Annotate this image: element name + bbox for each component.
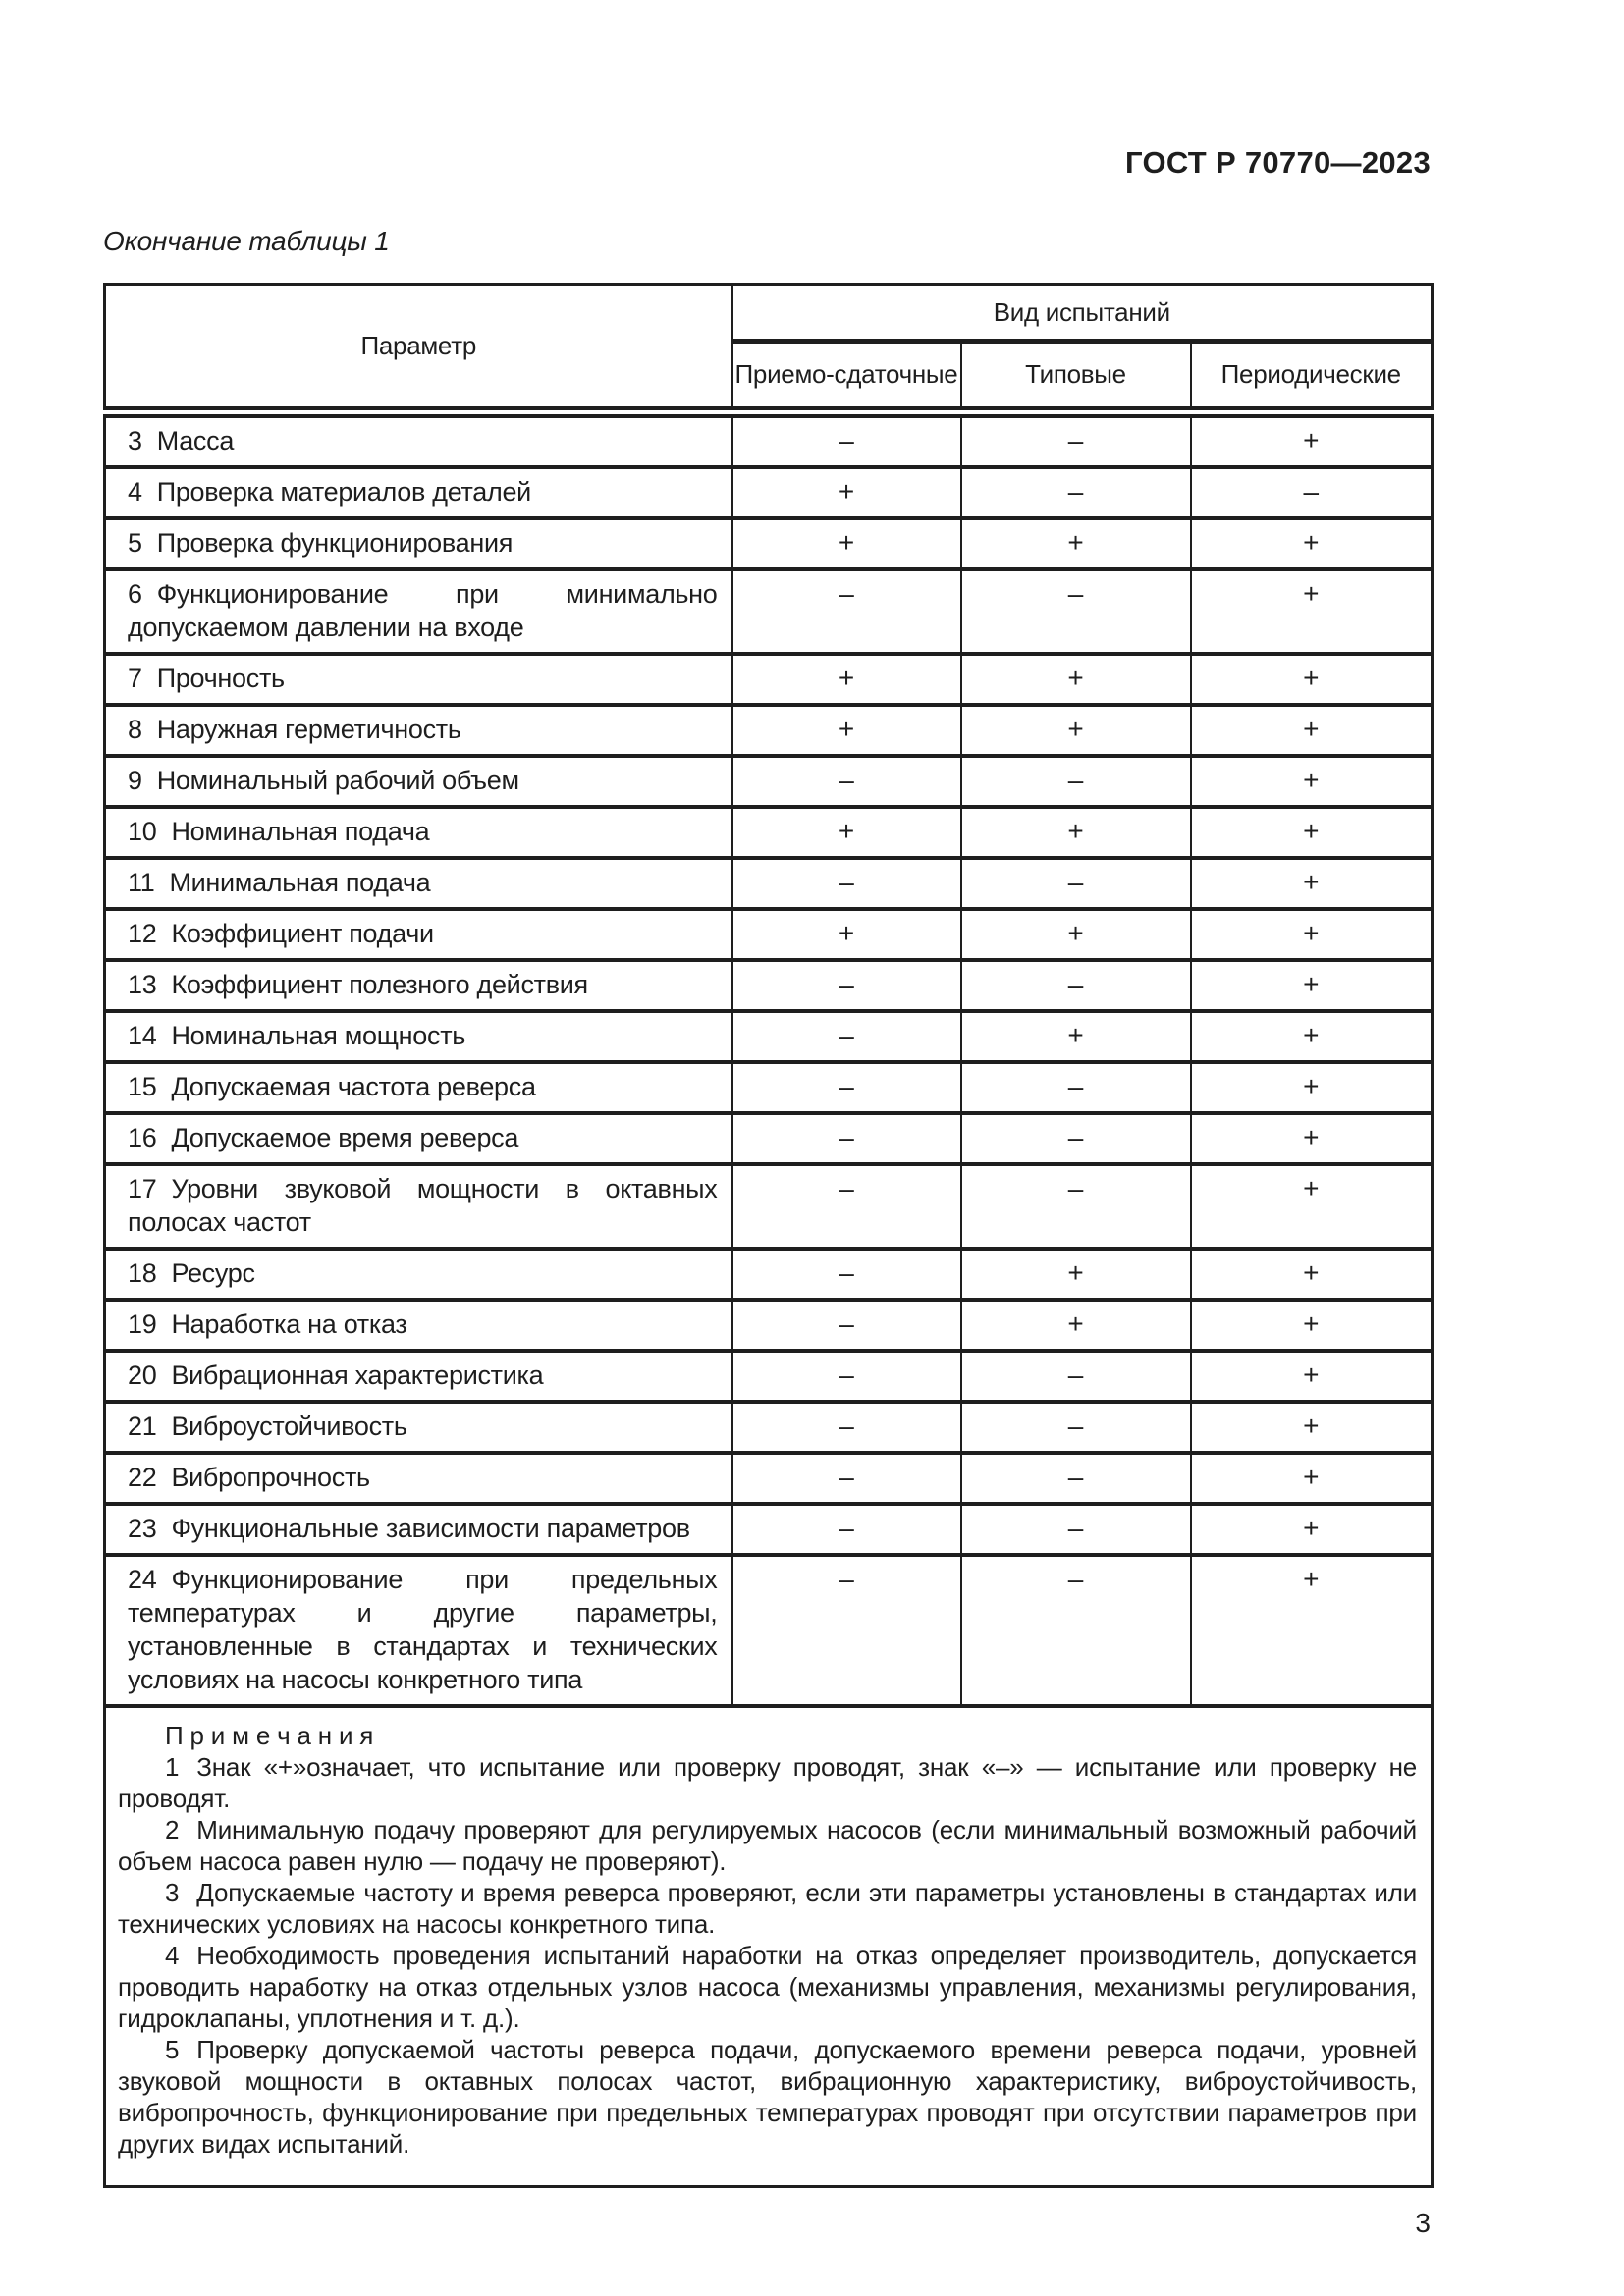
value-cell: – [961,1402,1191,1453]
value-cell: – [961,412,1191,467]
value-cell: + [1191,1062,1433,1113]
row-number: 18 [128,1257,157,1288]
col-header-2: Периодические [1191,342,1433,412]
notes-row [105,1706,1433,2187]
value-cell: + [1191,1351,1433,1402]
row-label: Наружная герметичность [156,714,461,744]
row-label: Минимальная подача [169,867,431,897]
note-item [118,1751,1417,1814]
value-cell: + [961,909,1191,960]
col-header-1: Типовые [961,342,1191,412]
row-number: 11 [128,867,155,897]
value-cell: – [732,1062,961,1113]
param-cell [105,1164,732,1249]
row-number: 19 [128,1308,157,1339]
table-row [105,518,1433,569]
param-cell [105,1351,732,1402]
value-cell: – [732,1011,961,1062]
table-caption: Окончание таблицы 1 [103,226,390,256]
value-cell: – [961,1453,1191,1504]
value-cell: – [732,1249,961,1300]
value-cell: + [1191,1402,1433,1453]
page [103,0,1431,2239]
table-row [105,1300,1433,1351]
value-cell: + [1191,412,1433,467]
row-label: Ресурс [171,1257,255,1288]
param-cell [105,756,732,807]
row-label: Функционирование при минимально допускаемом давлении на входе [128,578,718,642]
param-cell [105,1555,732,1706]
value-cell: – [961,1351,1191,1402]
value-cell: + [1191,1555,1433,1706]
row-label: Номинальный рабочий объем [156,765,519,795]
value-cell: – [732,1113,961,1164]
value-cell: – [961,569,1191,654]
row-label: Прочность [156,663,285,693]
table-row [105,1504,1433,1555]
note-text: Знак «+»означает, что испытание или проверку проводят, знак «–» — испытание или проверку не проводят. [118,1751,1418,1813]
row-number: 5 [128,527,142,558]
note-text: Проверку допускаемой частоты реверса подачи, допускаемого времени реверса подачи, уровней звуковой мощности в октавных полосах частот, вибрационную характеристику, виброустойчивость, вибропрочность, функционирование при предельных температурах проводят при отсутствии параметров при других видах испытаний. [118,2034,1418,2159]
param-cell [105,412,732,467]
value-cell: – [732,1402,961,1453]
row-label: Уровни звуковой мощности в октавных полосах частот [128,1173,718,1237]
doc-code: ГОСТ Р 70770—2023 [1125,145,1431,180]
table-row [105,1453,1433,1504]
row-label: Номинальная подача [171,816,430,846]
value-cell: + [961,518,1191,569]
page-number: 3 [1415,2207,1431,2238]
table-row [105,1113,1433,1164]
note-number: 3 [165,1877,180,1907]
row-number: 4 [128,476,142,507]
param-cell [105,518,732,569]
row-label: Коэффициент подачи [171,918,434,948]
value-cell: – [732,756,961,807]
table-row [105,858,1433,909]
row-label: Проверка материалов деталей [156,476,531,507]
value-cell: + [732,654,961,705]
value-cell: + [732,518,961,569]
value-cell: – [732,1300,961,1351]
row-label: Масса [156,425,235,455]
table-row [105,705,1433,756]
value-cell: + [1191,1011,1433,1062]
row-label: Номинальная мощность [171,1020,466,1050]
value-cell: + [961,1300,1191,1351]
col-header-0: Приемо-сдаточные [732,342,961,412]
value-cell: – [732,1555,961,1706]
value-cell: – [732,1351,961,1402]
table-row [105,1164,1433,1249]
param-cell [105,1011,732,1062]
note-item [118,2034,1417,2160]
note-item [118,1940,1417,2034]
row-number: 7 [128,663,142,693]
value-cell: + [961,705,1191,756]
value-cell: + [961,1011,1191,1062]
value-cell: – [961,1504,1191,1555]
note-number: 4 [165,1940,180,1970]
row-number: 16 [128,1122,157,1152]
value-cell: – [961,858,1191,909]
row-label: Виброустойчивость [171,1411,407,1441]
value-cell: + [1191,960,1433,1011]
value-cell: + [1191,1249,1433,1300]
value-cell: – [732,1164,961,1249]
value-cell: – [961,1062,1191,1113]
value-cell: – [1191,467,1433,518]
value-cell: – [732,1453,961,1504]
table-row [105,960,1433,1011]
note-text: Минимальную подачу проверяют для регулируемых насосов (если минимальный возможный рабочий объем насоса равен нулю — подачу не проверяют). [118,1814,1418,1876]
table-row [105,412,1433,467]
value-cell: + [1191,1453,1433,1504]
value-cell: + [732,467,961,518]
value-cell: + [1191,654,1433,705]
param-cell [105,705,732,756]
note-item [118,1814,1417,1877]
value-cell: – [961,1555,1191,1706]
table-row [105,1249,1433,1300]
param-cell [105,1402,732,1453]
param-cell [105,1300,732,1351]
notes-title: П р и м е ч а н и я [165,1720,374,1750]
value-cell: – [732,858,961,909]
row-number: 21 [128,1411,157,1441]
table-row [105,1402,1433,1453]
row-label: Вибропрочность [171,1462,370,1492]
row-label: Допускаемое время реверса [171,1122,519,1152]
note-number: 1 [165,1751,180,1782]
value-cell: + [1191,569,1433,654]
param-cell [105,1504,732,1555]
col-header-param: Параметр [105,285,732,412]
row-label: Функционирование при предельных температурах и другие параметры, установленные в стандартах и технических условиях на насосы конкретного типа [128,1564,718,1694]
table-row [105,807,1433,858]
note-number: 5 [165,2034,180,2064]
value-cell: + [732,807,961,858]
row-label: Проверка функционирования [156,527,514,558]
value-cell: + [732,705,961,756]
table-row [105,909,1433,960]
value-cell: + [961,654,1191,705]
table-row [105,467,1433,518]
param-cell [105,467,732,518]
row-number: 24 [128,1564,157,1594]
row-number: 22 [128,1462,157,1492]
value-cell: – [732,569,961,654]
row-number: 23 [128,1513,157,1543]
value-cell: – [961,960,1191,1011]
row-label: Коэффициент полезного действия [171,969,588,999]
table-row [105,1011,1433,1062]
row-number: 9 [128,765,142,795]
row-number: 20 [128,1360,157,1390]
param-cell [105,858,732,909]
row-label: Вибрационная характеристика [171,1360,544,1390]
value-cell: + [961,1249,1191,1300]
value-cell: + [1191,1164,1433,1249]
row-label: Функциональные зависимости параметров [171,1513,690,1543]
value-cell: + [1191,756,1433,807]
param-cell [105,807,732,858]
table-row [105,1351,1433,1402]
param-cell [105,654,732,705]
notes-cell [105,1706,1433,2187]
note-text: Необходимость проведения испытаний наработки на отказ определяет производитель, допускается проводить наработку на отказ отдельных узлов насоса (механизмы управления, механизмы регулирования, гидроклапаны, уплотнения и т. д.). [118,1940,1418,2033]
param-cell [105,1062,732,1113]
row-number: 12 [128,918,157,948]
row-number: 15 [128,1071,157,1101]
param-cell [105,1453,732,1504]
row-label: Наработка на отказ [171,1308,407,1339]
row-number: 17 [128,1173,157,1203]
value-cell: – [732,1504,961,1555]
value-cell: – [732,960,961,1011]
note-number: 2 [165,1814,180,1844]
param-cell [105,1249,732,1300]
value-cell: + [1191,909,1433,960]
value-cell: + [1191,705,1433,756]
value-cell: + [1191,858,1433,909]
value-cell: + [1191,1504,1433,1555]
value-cell: + [961,807,1191,858]
value-cell: + [1191,518,1433,569]
value-cell: + [732,909,961,960]
header-row-group [105,285,1433,342]
value-cell: – [961,467,1191,518]
value-cell: + [1191,807,1433,858]
row-number: 8 [128,714,142,744]
value-cell: – [961,1113,1191,1164]
table-row [105,756,1433,807]
value-cell: + [1191,1113,1433,1164]
row-number: 3 [128,425,142,455]
value-cell: – [732,412,961,467]
param-cell [105,1113,732,1164]
table-row [105,1062,1433,1113]
note-item [118,1877,1417,1940]
table-row [105,569,1433,654]
value-cell: – [961,756,1191,807]
col-group-header: Вид испытаний [732,285,1433,342]
tests-table [103,283,1434,2188]
table-row [105,654,1433,705]
param-cell [105,569,732,654]
note-text: Допускаемые частоту и время реверса проверяют, если эти параметры установлены в стандартах или технических условиях на насосы конкретного типа. [118,1877,1418,1939]
row-number: 10 [128,816,157,846]
value-cell: + [1191,1300,1433,1351]
value-cell: – [961,1164,1191,1249]
row-number: 6 [128,578,142,609]
row-number: 13 [128,969,157,999]
row-label: Допускаемая частота реверса [171,1071,536,1101]
param-cell [105,960,732,1011]
param-cell [105,909,732,960]
table-row [105,1555,1433,1706]
row-number: 14 [128,1020,157,1050]
